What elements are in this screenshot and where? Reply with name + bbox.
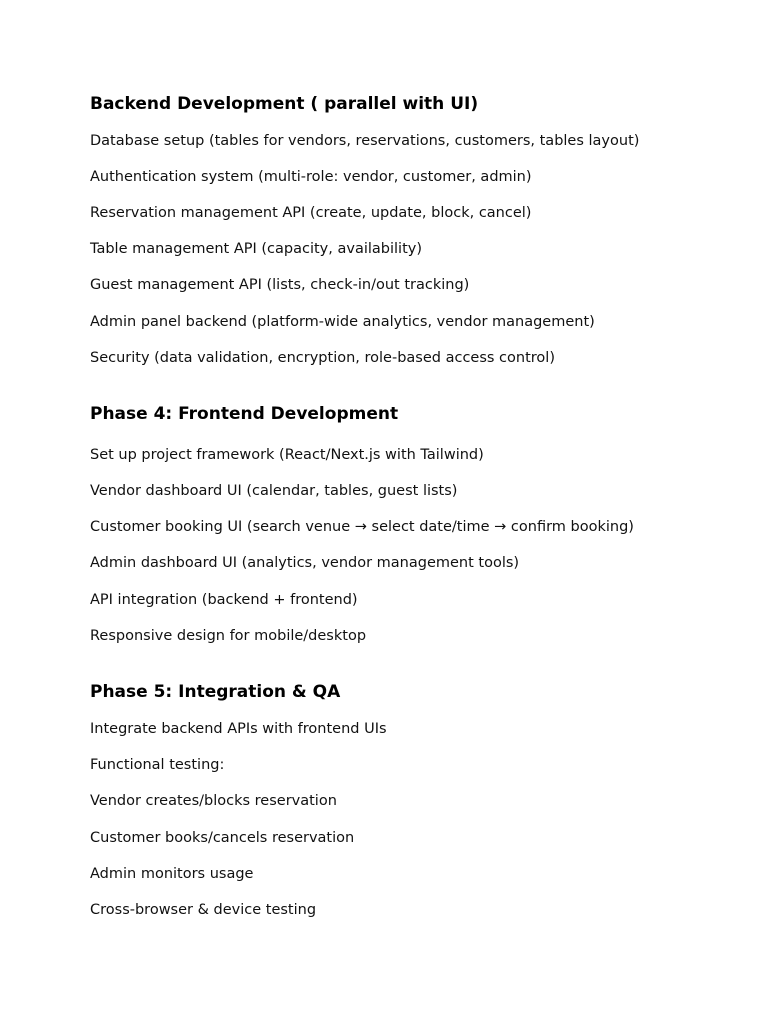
list-item: Admin dashboard UI (analytics, vendor management tools) — [90, 555, 520, 571]
list-item: Reservation management API (create, update, block, cancel) — [90, 205, 532, 221]
list-item: Security (data validation, encryption, role-based access control) — [90, 350, 555, 366]
section-heading-integration: Phase 5: Integration & QA — [90, 682, 341, 702]
list-item: Functional testing: — [90, 757, 225, 773]
section-heading-backend: Backend Development ( parallel with UI) — [90, 94, 479, 114]
list-item: Admin panel backend (platform-wide analytics, vendor management) — [90, 314, 595, 330]
list-item: Database setup (tables for vendors, reservations, customers, tables layout) — [90, 133, 640, 149]
list-item: Table management API (capacity, availability) — [90, 241, 422, 257]
list-item: Guest management API (lists, check-in/out tracking) — [90, 277, 470, 293]
list-item: Admin monitors usage — [90, 866, 254, 882]
list-item: Customer booking UI (search venue → select date/time → confirm booking) — [90, 519, 634, 535]
list-item: Vendor creates/blocks reservation — [90, 793, 337, 809]
list-item: Vendor dashboard UI (calendar, tables, guest lists) — [90, 483, 458, 499]
list-item: Integrate backend APIs with frontend UIs — [90, 721, 387, 737]
list-item: API integration (backend + frontend) — [90, 592, 358, 608]
list-item: Responsive design for mobile/desktop — [90, 628, 367, 644]
list-item: Cross-browser & device testing — [90, 902, 317, 918]
list-item: Customer books/cancels reservation — [90, 830, 355, 846]
list-item: Set up project framework (React/Next.js with Tailwind) — [90, 447, 484, 463]
list-item: Authentication system (multi-role: vendor, customer, admin) — [90, 169, 532, 185]
section-heading-frontend: Phase 4: Frontend Development — [90, 404, 399, 424]
